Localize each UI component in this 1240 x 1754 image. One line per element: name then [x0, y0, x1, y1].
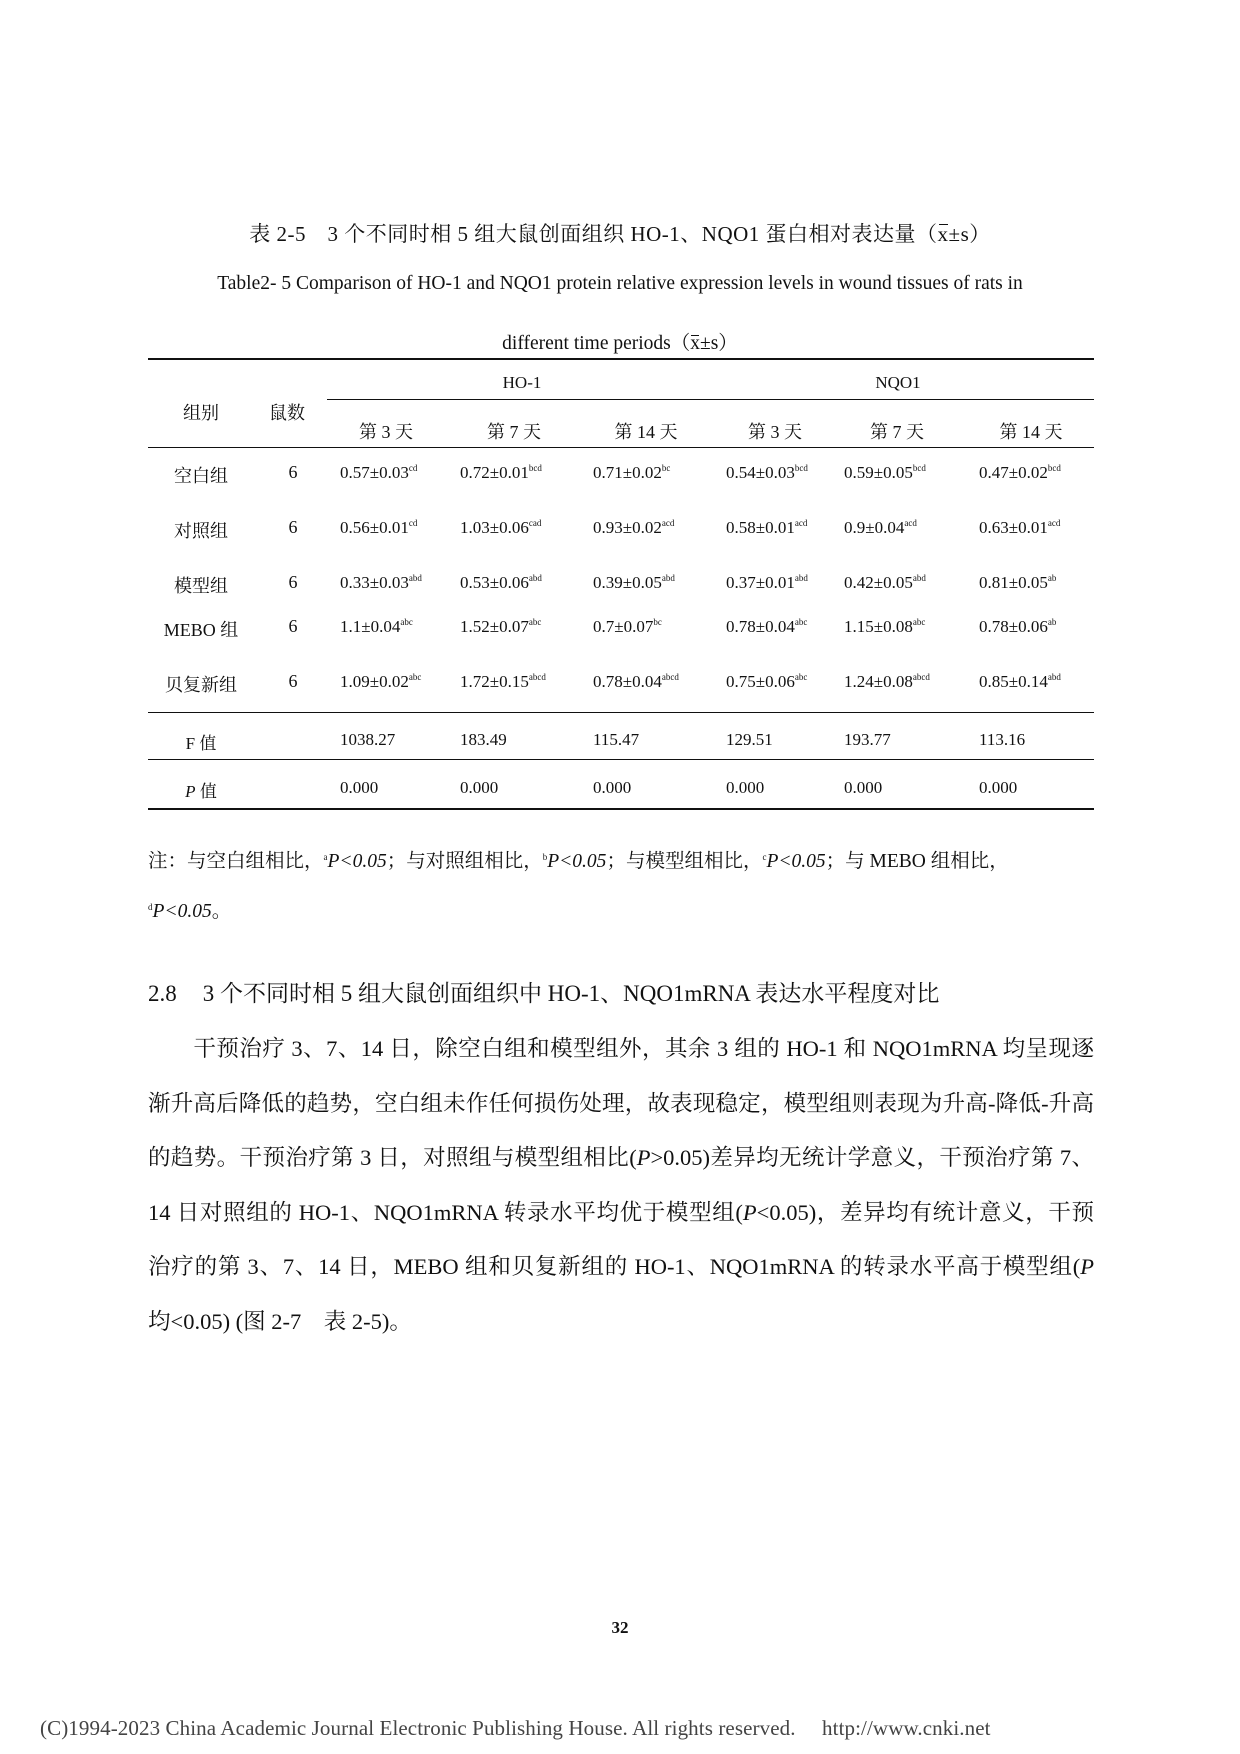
- significance-marker: abcd: [661, 672, 679, 682]
- significance-marker: abc: [400, 617, 413, 627]
- table-cell: 0.78±0.06$^{ab}$: [979, 617, 1057, 636]
- significance-marker: abc: [408, 672, 422, 682]
- table-cell: $0.78\pm 0.04^{abcd}$: [593, 672, 679, 691]
- significance-marker: acd: [661, 518, 675, 528]
- table-cell: 0.47±0.02$^{bcd}$: [979, 463, 1061, 482]
- significance-marker: abc: [794, 617, 808, 627]
- significance-marker: bcd: [794, 463, 808, 473]
- significance-marker: cd: [408, 463, 418, 473]
- table-cell: 1.03±0.06$^{cad}$: [460, 518, 542, 537]
- p-value: 0.000: [844, 778, 883, 797]
- row-group-label: 对照组: [174, 521, 228, 541]
- table-cell: 0.59±0.05$^{bcd}$: [844, 463, 926, 482]
- table-cell: 0.53±0.06$^{abd}$: [460, 573, 542, 592]
- table-cell: 0.93±0.02$^{acd}$: [593, 518, 675, 537]
- table-cell: 0.63±0.01$^{acd}$: [979, 518, 1061, 537]
- header-subrule: [327, 399, 1094, 400]
- significance-marker: cd: [408, 518, 418, 528]
- body-bottom-rule: [148, 712, 1094, 713]
- table-cell: $1.72\pm 0.15^{abcd}$: [460, 672, 546, 691]
- significance-marker: abcd: [912, 672, 930, 682]
- f-value: 129.51: [726, 730, 773, 749]
- table-bottom-rule: [148, 808, 1094, 810]
- significance-marker: bcd: [528, 463, 542, 473]
- significance-marker: bcd: [912, 463, 926, 473]
- col-header-day: 第 3 天: [748, 422, 802, 442]
- section-number: 2.8: [148, 981, 177, 1006]
- table-cell: 0.56±0.01$^{cd}$: [340, 518, 418, 537]
- col-header-day: 第 14 天: [999, 422, 1063, 442]
- significance-marker: ab: [1047, 573, 1057, 583]
- significance-marker: bc: [653, 617, 662, 627]
- mean-symbol: x: [690, 333, 701, 354]
- col-header-group: 组别: [183, 403, 219, 423]
- p-value: 0.000: [726, 778, 765, 797]
- significance-marker: abc: [794, 672, 808, 682]
- table-cell: 0.71±0.02$^{bc}$: [593, 463, 671, 482]
- f-label: F 值: [185, 734, 217, 753]
- col-header-nqo1: NQO1: [875, 373, 921, 392]
- p-value: 0.000: [460, 778, 499, 797]
- table-cell: 1.15±0.08$^{abc}$: [844, 617, 926, 636]
- header-bottom-rule: [148, 447, 1094, 448]
- table-cell: 0.81±0.05$^{ab}$: [979, 573, 1057, 592]
- f-value: 1038.27: [340, 730, 396, 749]
- table-cell: 0.57±0.03$^{cd}$: [340, 463, 418, 482]
- row-count: 6: [288, 462, 298, 482]
- table-cell: 1.09±0.02$^{abc}$: [340, 672, 422, 691]
- significance-marker: acd: [794, 518, 808, 528]
- table-cell: $1.24\pm 0.08^{abcd}$: [844, 672, 930, 691]
- p-label: P 值: [185, 782, 217, 801]
- table-cell: 0.37±0.01$^{abd}$: [726, 573, 808, 592]
- significance-marker: abd: [794, 573, 808, 583]
- significance-marker: bc: [661, 463, 671, 473]
- table-cell: 0.54±0.03$^{bcd}$: [726, 463, 808, 482]
- table-cell: 0.33±0.03$^{abd}$: [340, 573, 422, 592]
- table-cell: 0.58±0.01$^{acd}$: [726, 518, 808, 537]
- table-caption-cn: 表 2-5 3 个不同时相 5 组大鼠创面组织 HO-1、NQO1 蛋白相对表达量（x±s）: [249, 222, 991, 246]
- p-value: 0.000: [340, 778, 379, 797]
- significance-marker: abc: [528, 617, 542, 627]
- significance-marker: abd: [528, 573, 542, 583]
- significance-marker: abcd: [528, 672, 546, 682]
- f-value: 115.47: [593, 730, 640, 749]
- row-count: 6: [288, 517, 298, 537]
- table-cell: 0.9±0.04$^{acd}$: [844, 518, 917, 537]
- significance-marker: bcd: [1047, 463, 1061, 473]
- f-value: 113.16: [979, 730, 1026, 749]
- body-paragraph: 干预治疗 3、7、14 日，除空白组和模型组外，其余 3 组的 HO-1 和 NQO1mRNA 均呈现逐渐升高后降低的趋势，空白组未作任何损伤处理，故表现稳定，模型组则表现为升高-降低-升高的趋势。干预治疗第 3 日，对照组与模型组相比(P>0.05)差异均无统计学意义，干预治疗第 7、14 日对照组的 HO-1、NQO1mRNA 转录水平均优于模型组(P<0.05)，差异均有统计意义，干预治疗的第 3、7、14 日，MEBO 组和贝复新组的 HO-1、NQO1mRNA 的转录水平高于模型组(P 均<0.05) (图 2-7 表 2-5)。: [148, 1036, 1095, 1334]
- table-cell: 0.85±0.14$^{abd}$: [979, 672, 1061, 691]
- row-count: 6: [288, 671, 298, 691]
- significance-marker: acd: [904, 518, 917, 528]
- table-cell: 0.72±0.01$^{bcd}$: [460, 463, 542, 482]
- col-header-day: 第 7 天: [487, 422, 541, 442]
- table-note: 注：与空白组相比，$^a$P<0.05；与对照组相比，$^b$P<0.05；与模型组相比，$^c$P<0.05；与 MEBO 组相比， $^d$P<0.05。: [148, 851, 1009, 922]
- table-top-rule: [148, 358, 1094, 360]
- section-title: 3 个不同时相 5 组大鼠创面组织中 HO-1、NQO1mRNA 表达水平程度对比: [202, 981, 940, 1006]
- row-group-label: 贝复新组: [165, 675, 237, 695]
- significance-marker: abd: [912, 573, 926, 583]
- row-group-label: 模型组: [174, 576, 228, 596]
- table-cell: 0.75±0.06$^{abc}$: [726, 672, 808, 691]
- significance-marker: abd: [1047, 672, 1061, 682]
- col-header-count: 鼠数: [269, 403, 305, 423]
- col-header-day: 第 7 天: [870, 422, 924, 442]
- table-cell: 0.39±0.05$^{abd}$: [593, 573, 675, 592]
- significance-marker: abc: [912, 617, 926, 627]
- significance-marker: ab: [1047, 617, 1057, 627]
- col-header-day: 第 3 天: [359, 422, 413, 442]
- col-header-ho1: HO-1: [502, 373, 542, 392]
- significance-marker: abd: [408, 573, 422, 583]
- p-value: 0.000: [979, 778, 1018, 797]
- significance-marker: abd: [661, 573, 675, 583]
- p-value: 0.000: [593, 778, 632, 797]
- copyright-footer: (C)1994-2023 China Academic Journal Electronic Publishing House. All rights reserved. http://www.cnki.net: [40, 1716, 991, 1740]
- f-value: 193.77: [844, 730, 891, 749]
- row-group-label: 空白组: [174, 466, 228, 486]
- row-group-label: MEBO 组: [163, 620, 239, 640]
- table-caption-en: Table2- 5 Comparison of HO-1 and NQO1 protein relative expression levels in wound tissues of rats in: [217, 273, 1023, 294]
- f-value: 183.49: [460, 730, 507, 749]
- table-caption-en-continued: different time periods（x±s）: [502, 333, 738, 354]
- page-number: 32: [611, 1618, 629, 1637]
- mean-symbol: x: [937, 222, 949, 246]
- stats-rule: [148, 759, 1094, 760]
- col-header-day: 第 14 天: [614, 422, 678, 442]
- row-count: 6: [288, 616, 298, 636]
- table-cell: 0.7±0.07$^{bc}$: [593, 617, 662, 636]
- significance-marker: acd: [1047, 518, 1061, 528]
- table-cell: 1.1±0.04$^{abc}$: [340, 617, 413, 636]
- row-count: 6: [288, 572, 298, 592]
- table-cell: 1.52±0.07$^{abc}$: [460, 617, 542, 636]
- table-cell: 0.78±0.04$^{abc}$: [726, 617, 808, 636]
- section-heading: [148, 975, 939, 1008]
- significance-marker: cad: [528, 518, 542, 528]
- table-cell: 0.42±0.05$^{abd}$: [844, 573, 926, 592]
